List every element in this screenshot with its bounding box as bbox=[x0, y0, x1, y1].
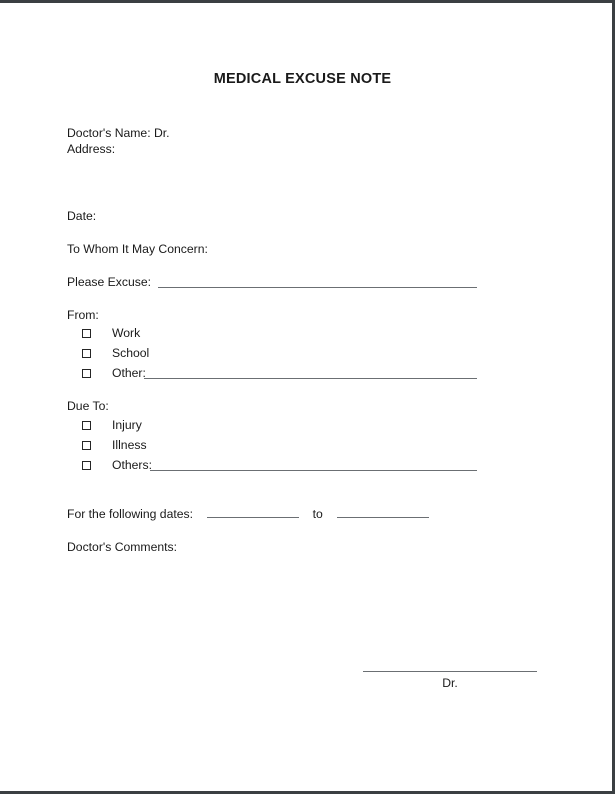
checkbox-label-school: School bbox=[112, 346, 150, 360]
checkbox-row-illness[interactable] bbox=[82, 437, 147, 453]
following-dates-row bbox=[67, 506, 429, 522]
due-to-others-input-rule[interactable] bbox=[150, 470, 477, 471]
following-dates-separator: to bbox=[312, 507, 323, 521]
address-field-label: Address: bbox=[67, 142, 116, 156]
doctors-comments-label: Doctor's Comments: bbox=[67, 540, 178, 554]
checkbox-due-to-others[interactable] bbox=[82, 461, 91, 470]
signature-input-rule[interactable] bbox=[363, 671, 537, 672]
checkbox-row-due-to-others[interactable] bbox=[82, 457, 152, 473]
checkbox-row-from-other[interactable] bbox=[82, 365, 146, 381]
doctors-name-field-label: Doctor's Name: Dr. bbox=[67, 126, 170, 140]
following-dates-label: For the following dates: bbox=[67, 507, 194, 521]
checkbox-label-illness: Illness bbox=[112, 438, 147, 452]
date-field-label: Date: bbox=[67, 209, 97, 223]
following-dates-to-input-rule[interactable] bbox=[337, 517, 429, 518]
from-group-label: From: bbox=[67, 308, 99, 322]
page-title: MEDICAL EXCUSE NOTE bbox=[213, 71, 392, 87]
following-dates-from-input-rule[interactable] bbox=[207, 517, 299, 518]
checkbox-illness[interactable] bbox=[82, 441, 91, 450]
checkbox-label-due-to-others: Others: bbox=[112, 458, 152, 472]
checkbox-row-injury[interactable] bbox=[82, 417, 142, 433]
signature-caption: Dr. bbox=[442, 676, 458, 690]
checkbox-row-work[interactable] bbox=[82, 325, 140, 341]
checkbox-work[interactable] bbox=[82, 329, 91, 338]
from-other-input-rule[interactable] bbox=[144, 378, 477, 379]
checkbox-from-other[interactable] bbox=[82, 369, 91, 378]
please-excuse-label: Please Excuse: bbox=[67, 275, 152, 289]
checkbox-school[interactable] bbox=[82, 349, 91, 358]
please-excuse-input-rule[interactable] bbox=[158, 287, 477, 288]
due-to-group-label: Due To: bbox=[67, 399, 109, 413]
checkbox-label-work: Work bbox=[112, 326, 141, 340]
salutation-label: To Whom It May Concern: bbox=[67, 242, 208, 256]
checkbox-label-from-other: Other: bbox=[112, 366, 146, 380]
checkbox-row-school[interactable] bbox=[82, 345, 149, 361]
checkbox-label-injury: Injury bbox=[112, 418, 142, 432]
checkbox-injury[interactable] bbox=[82, 421, 91, 430]
